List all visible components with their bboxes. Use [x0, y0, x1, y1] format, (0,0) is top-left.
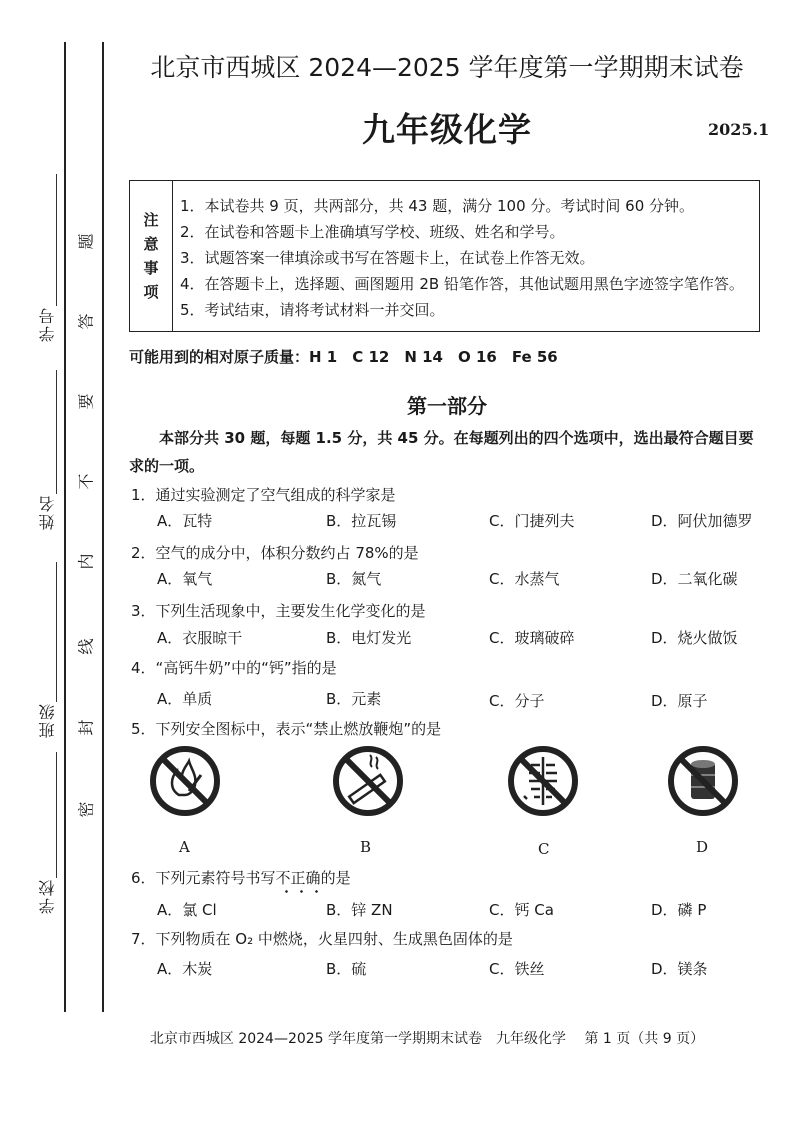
notice-heading-char: 项	[143, 283, 159, 301]
option-a: A．氯 Cl	[157, 901, 217, 919]
question-stem-part: 6．下列元素符号书写	[131, 869, 276, 887]
exam-date: 2025.1	[708, 120, 770, 139]
question-stem: 5．下列安全图标中，表示“禁止燃放鞭炮”的是	[131, 720, 442, 738]
notice-heading-char: 注	[143, 211, 159, 229]
option-d: D．二氧化碳	[651, 570, 738, 588]
subject-title: 九年级化学	[362, 110, 532, 149]
name-field-label: 姓名	[38, 494, 57, 530]
option-a: A．瓦特	[157, 512, 213, 530]
binding-line-outer	[64, 42, 66, 1012]
no-flammable-drum-icon	[667, 745, 739, 817]
notice-item: 4．在答题卡上，选择题、画图题用 2B 铅笔作答，其他试题用黑色字迹签字笔作答。	[180, 275, 744, 293]
notice-item: 2．在试卷和答题卡上准确填写学校、班级、姓名和学号。	[180, 223, 565, 241]
option-c: C．玻璃破碎	[489, 629, 575, 647]
option-d: D．磷 P	[651, 901, 707, 919]
option-b: B．元素	[326, 690, 382, 708]
sign-label-c: C	[538, 840, 550, 858]
option-d: D．烧火做饭	[651, 629, 738, 647]
seal-char-nei: 内	[76, 553, 96, 570]
option-c: C．钙 Ca	[489, 901, 554, 919]
no-smoking-icon	[332, 745, 404, 817]
no-firecrackers-icon	[507, 745, 579, 817]
option-a: A．氧气	[157, 570, 213, 588]
page-footer: 北京市西城区 2024—2025 学年度第一学期期末试卷 九年级化学 第 1 页（共 9 页）	[149, 1031, 705, 1047]
option-c: C．分子	[489, 692, 545, 710]
question-stem: 7．下列物质在 O₂ 中燃烧，火星四射、生成黑色固体的是	[131, 930, 513, 948]
option-b: B．拉瓦锡	[326, 512, 397, 530]
option-b: B．电灯发光	[326, 629, 412, 647]
question-stem-part: 的是	[320, 869, 351, 887]
student-id-underline	[56, 174, 57, 306]
option-d: D．阿伏加德罗	[651, 512, 753, 530]
seal-char-xian: 线	[76, 638, 96, 655]
option-c: C．门捷列夫	[489, 512, 575, 530]
question-stem: 1．通过实验测定了空气组成的科学家是	[131, 486, 396, 504]
student-id-field-label: 学号	[38, 306, 57, 342]
school-underline	[56, 752, 57, 878]
part-title: 第一部分	[407, 394, 487, 418]
option-a: A．衣服晾干	[157, 629, 243, 647]
emphasized-text: 不正确	[275, 869, 321, 887]
option-c: C．水蒸气	[489, 570, 560, 588]
question-stem: 4．“高钙牛奶”中的“钙”指的是	[131, 659, 337, 677]
seal-char-yao: 要	[76, 393, 96, 410]
notice-list	[180, 193, 744, 323]
notice-heading-char: 意	[143, 235, 159, 253]
binding-line-inner	[102, 42, 104, 1012]
school-field-label: 学校	[38, 878, 57, 914]
question-stem: 2．空气的成分中，体积分数约占 78%的是	[131, 544, 419, 562]
notice-heading-char: 事	[143, 259, 159, 277]
name-underline	[56, 370, 57, 494]
seal-char-mi: 密	[76, 801, 96, 818]
option-d: D．原子	[651, 692, 708, 710]
sign-label-a: A	[179, 838, 190, 856]
notice-heading	[130, 181, 173, 331]
seal-char-ti: 题	[76, 233, 96, 250]
no-open-flame-icon	[149, 745, 221, 817]
notice-item: 1．本试卷共 9 页，共两部分，共 43 题，满分 100 分。考试时间 60 分钟。	[180, 197, 695, 215]
option-b: B．锌 ZN	[326, 901, 393, 919]
seal-char-da: 答	[76, 313, 96, 330]
option-b: B．氮气	[326, 570, 382, 588]
sign-label-b: B	[360, 838, 372, 856]
notice-item: 3．试题答案一律填涂或书写在答题卡上，在试卷上作答无效。	[180, 249, 595, 267]
exam-title: 北京市西城区 2024—2025 学年度第一学期期末试卷	[150, 53, 744, 82]
option-c: C．铁丝	[489, 960, 545, 978]
question-stem	[131, 867, 351, 888]
part-description: 本部分共 30 题，每题 1.5 分，共 45 分。在每题列出的四个选项中，选出最符合题目要求的一项。	[129, 429, 754, 475]
seal-char-feng: 封	[76, 719, 96, 736]
atomic-masses: 可能用到的相对原子质量：H 1 C 12 N 14 O 16 Fe 56	[129, 348, 558, 366]
seal-char-bu: 不	[76, 473, 96, 490]
class-field-label: 班级	[38, 702, 57, 738]
question-stem: 3．下列生活现象中，主要发生化学变化的是	[131, 602, 426, 620]
option-a: A．单质	[157, 690, 213, 708]
sign-label-d: D	[696, 838, 709, 856]
option-d: D．镁条	[651, 960, 708, 978]
class-underline	[56, 562, 57, 702]
option-a: A．木炭	[157, 960, 213, 978]
notice-box	[129, 180, 760, 332]
option-b: B．硫	[326, 960, 367, 978]
notice-item: 5．考试结束，请将考试材料一并交回。	[180, 301, 445, 319]
